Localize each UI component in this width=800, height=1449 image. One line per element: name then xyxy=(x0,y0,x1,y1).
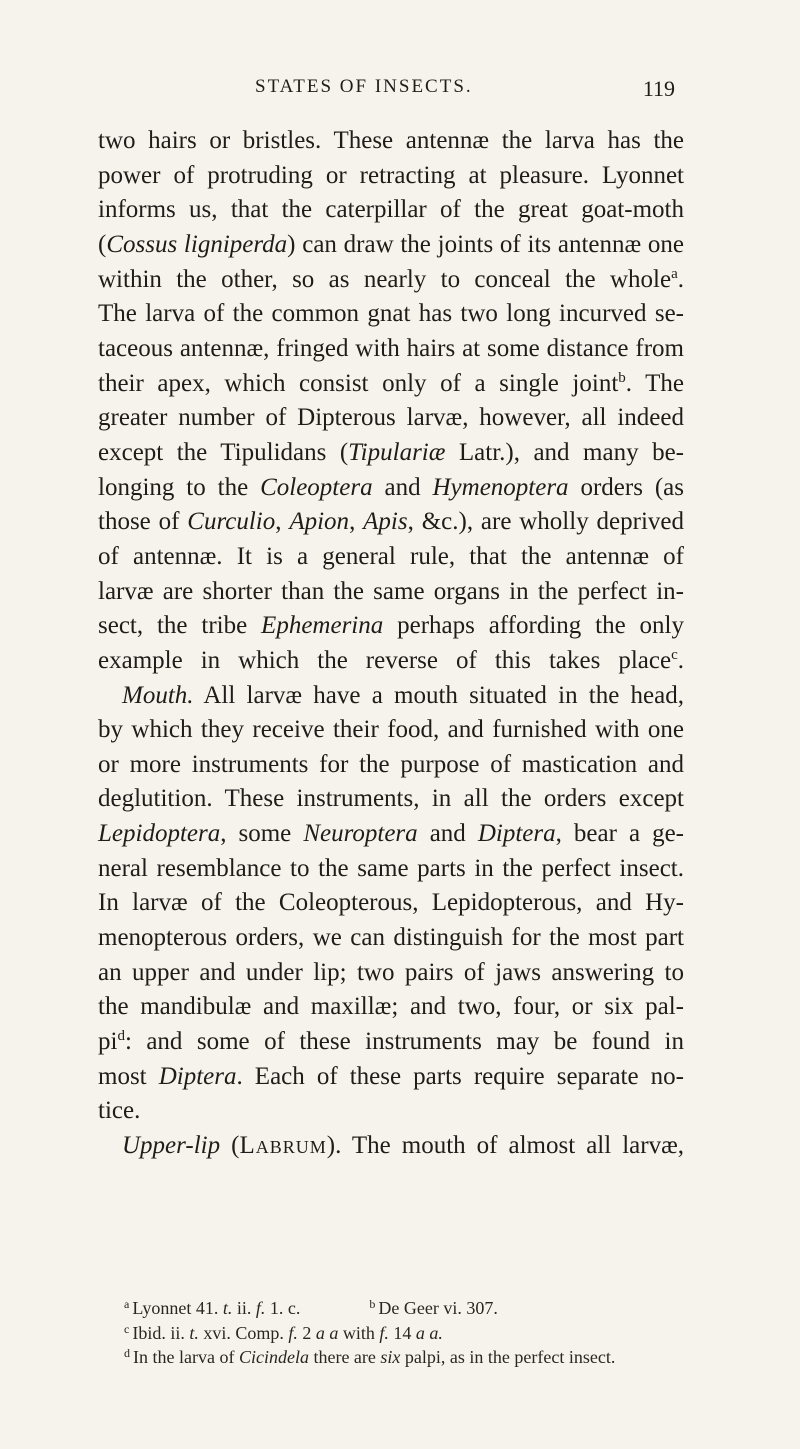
footnote-row: $^c$ Ibid. ii. t. xvi. Comp. f. 2 a a with f. 14 a a. xyxy=(124,1321,443,1343)
footnote-mark: a xyxy=(124,1297,130,1311)
small-caps-term: Labrum xyxy=(239,1132,327,1160)
page-number: 119 xyxy=(642,76,675,101)
italic-taxon: Lepidoptera xyxy=(98,820,221,848)
italic-taxon: Curculio xyxy=(187,508,276,536)
text-line: longing to the Coleoptera and Hymenoptera orders (as xyxy=(98,473,684,501)
text-line: their apex, which consist only of a single joint$^b$. The xyxy=(98,369,684,397)
text-line: $pi^d$: and some of these instruments may be found in xyxy=(98,1028,684,1056)
italic-taxon: Neuroptera xyxy=(303,820,418,848)
text-line: except the Tipulidans (Tipulariæ Latr.), and many be- xyxy=(98,438,684,466)
italic-taxon: Tipulariæ xyxy=(348,438,446,466)
text-line: two hairs or bristles. These antennæ the larva has the xyxy=(98,127,684,154)
text-line: example in which the reverse of this takes place$^c$. xyxy=(98,646,684,674)
body-text xyxy=(98,124,684,1164)
text-line: Mouth. All larvæ have a mouth situated in the head, xyxy=(122,681,684,709)
italic-taxon: Apion xyxy=(289,508,350,536)
text-line: sect, the tribe Ephemerina perhaps affording the only xyxy=(98,612,684,640)
text-line: In larvæ of the Coleopterous, Lepidopterous, and Hy- xyxy=(98,889,684,917)
text-line: most Diptera. Each of these parts require separate no- xyxy=(98,1062,684,1090)
italic-taxon: Coleoptera xyxy=(260,473,373,501)
footnote-mark: d xyxy=(124,1346,130,1360)
text-line: Lepidoptera, some Neuroptera and Diptera, bear a ge- xyxy=(98,820,684,848)
section-heading: Upper-lip xyxy=(122,1132,221,1160)
text-line: menopterous orders, we can distinguish for the most part xyxy=(98,924,684,952)
italic-taxon: Diptera xyxy=(477,820,556,848)
text-line: larvæ are shorter than the same organs in the perfect in- xyxy=(98,577,684,605)
text-line: The larva of the common gnat has two long incurved se- xyxy=(98,300,684,328)
footnote-row: $^a$ Lyonnet 41. t. ii. f. 1. c. $^b$ De Geer vi. 307. xyxy=(124,1297,498,1318)
footnote-row: $^d$ In the larva of Cicindela there are six palpi, as in the perfect insect. xyxy=(124,1346,616,1367)
text-line: (Cossus ligniperda) can draw the joints of its antennæ one xyxy=(98,230,684,258)
text-line: deglutition. These instruments, in all the orders except xyxy=(98,785,684,813)
footnote-mark: b xyxy=(369,1297,376,1311)
text-line: within the other, so as nearly to conceal the whole$^a$. xyxy=(98,265,684,293)
text-line: the mandibulæ and maxillæ; and two, four, or six pal- xyxy=(98,993,684,1021)
italic-taxon: Diptera xyxy=(158,1062,237,1090)
footnote-ref: d xyxy=(117,1028,125,1045)
italic-taxon: Ephemerina xyxy=(261,612,384,640)
running-head xyxy=(255,76,675,106)
text-line: by which they receive their food, and furnished with one xyxy=(98,716,684,744)
text-line: an upper and under lip; two pairs of jaws answering to xyxy=(98,958,684,986)
text-line: greater number of Dipterous larvæ, however, all indeed xyxy=(98,404,684,432)
text-line: tice. xyxy=(98,1097,141,1125)
text-line: informs us, that the caterpillar of the great goat-moth xyxy=(98,196,684,224)
text-line: Upper-lip (Labrum). The mouth of almost all larvæ, xyxy=(122,1132,684,1160)
text-line: of antennæ. It is a general rule, that the antennæ of xyxy=(98,542,684,570)
footnote-ref: b xyxy=(618,369,626,386)
footnotes xyxy=(124,1296,694,1370)
italic-taxon: Apis xyxy=(363,508,408,536)
footnote-mark: c xyxy=(124,1321,130,1336)
italic-taxon: Cossus ligniperda xyxy=(106,230,288,258)
text-line: neral resemblance to the same parts in the perfect insect. xyxy=(98,854,684,882)
running-title: STATES OF INSECTS. xyxy=(255,76,473,97)
section-heading: Mouth. xyxy=(122,681,194,709)
footnote-ref: a xyxy=(671,265,678,282)
text-line: or more instruments for the purpose of mastication and xyxy=(98,750,684,778)
italic-taxon: Hymenoptera xyxy=(432,473,569,501)
footnote-ref: c xyxy=(671,646,678,663)
text-line: those of Curculio, Apion, Apis, &c.), are wholly deprived xyxy=(98,508,685,536)
text-line: power of protruding or retracting at pleasure. Lyonnet xyxy=(98,161,684,189)
text-line: taceous antennæ, fringed with hairs at some distance from xyxy=(98,334,684,362)
